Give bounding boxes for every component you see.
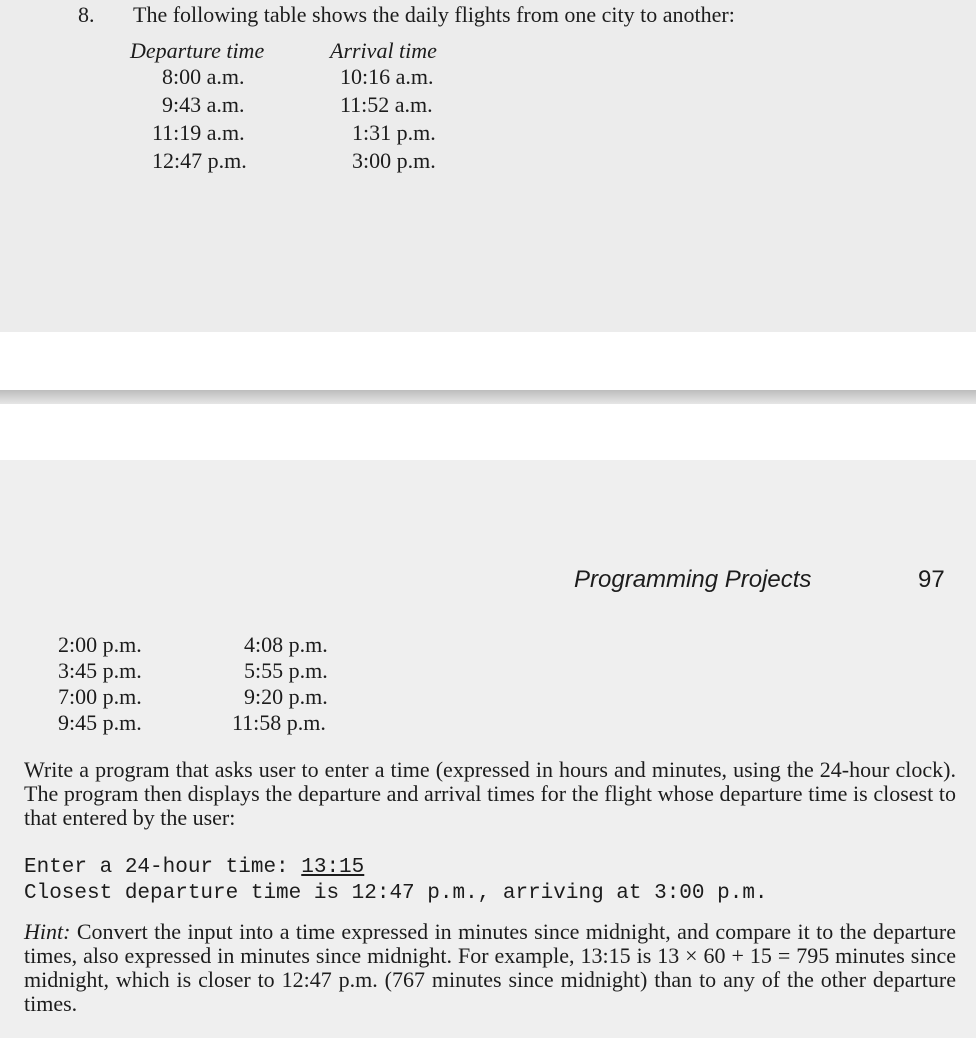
arrival-cell: 10:16 a.m. xyxy=(340,64,434,89)
hint-paragraph xyxy=(24,920,956,1016)
page-divider xyxy=(0,390,976,404)
page-number: 97 xyxy=(918,566,945,593)
arrival-cell: 3:00 p.m. xyxy=(352,148,436,173)
problem-number: 8. xyxy=(78,2,95,27)
departure-cell: 9:43 a.m. xyxy=(162,92,245,117)
sample-prompt-line xyxy=(24,856,364,879)
hint-text: Convert the input into a time expressed in minutes since midnight, and compare it to the departure times, also expressed in minutes since midnight. For example, 13:15 is 13 × 60 + 15 = 795 minutes since midnight, which is closer to 12:47 p.m. (767 minutes since midnight) than to any of the other departure times. xyxy=(24,919,956,1016)
problem-intro: The following table shows the daily flights from one city to another: xyxy=(133,2,735,27)
departure-cell: 11:19 a.m. xyxy=(152,120,245,145)
arrival-cell: 11:52 a.m. xyxy=(340,92,433,117)
departure-cell: 2:00 p.m. xyxy=(58,632,142,657)
departure-cell: 9:45 p.m. xyxy=(58,710,142,735)
sample-prompt: Enter a 24-hour time: xyxy=(24,856,302,879)
departure-cell: 3:45 p.m. xyxy=(58,658,142,683)
departure-cell: 8:00 a.m. xyxy=(162,64,245,89)
sample-result-line: Closest departure time is 12:47 p.m., arriving at 3:00 p.m. xyxy=(24,882,768,905)
arrival-cell: 5:55 p.m. xyxy=(244,658,328,683)
departure-cell: 12:47 p.m. xyxy=(152,148,247,173)
running-header-title: Programming Projects xyxy=(574,566,812,593)
hint-label: Hint: xyxy=(24,919,71,944)
arrival-cell: 11:58 p.m. xyxy=(232,710,326,735)
arrival-cell: 9:20 p.m. xyxy=(244,684,328,709)
departure-header: Departure time xyxy=(130,38,265,63)
arrival-header: Arrival time xyxy=(330,38,437,63)
arrival-cell: 1:31 p.m. xyxy=(352,120,436,145)
instructions-paragraph: Write a program that asks user to enter a time (expressed in hours and minutes, using the 24-hour clock). The program then displays the departure and arrival times for the flight whose departure time is closest to that entered by the user: xyxy=(24,757,956,830)
departure-cell: 7:00 p.m. xyxy=(58,684,142,709)
arrival-cell: 4:08 p.m. xyxy=(244,632,328,657)
sample-user-input: 13:15 xyxy=(301,856,365,879)
